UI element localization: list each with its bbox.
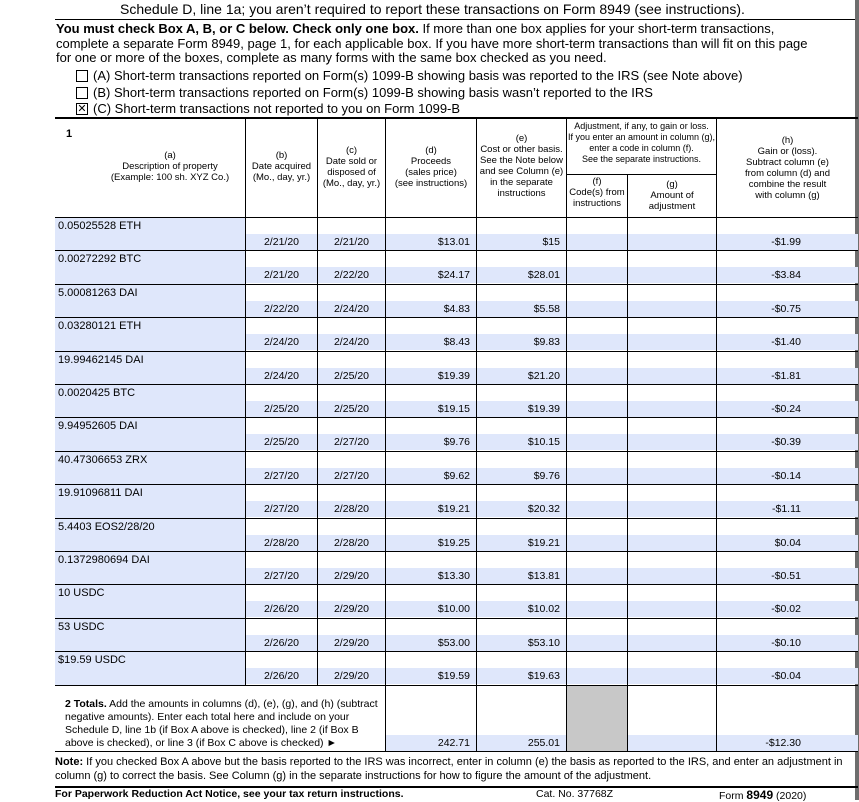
row-description[interactable]: 0.05025528 ETH	[55, 218, 245, 250]
row-cost-basis[interactable]: $13.81	[527, 570, 560, 582]
box-b-row[interactable]	[76, 85, 653, 100]
row-cost-basis[interactable]: $5.58	[533, 302, 560, 315]
top-rule	[55, 19, 855, 20]
totals-cost[interactable]: 255.01	[527, 737, 560, 749]
header-f: (f) Code(s) from instructions	[569, 176, 625, 209]
row-cost-basis[interactable]: $20.32	[527, 503, 560, 516]
row-code-strip	[567, 434, 627, 450]
row-gain-loss[interactable]: -$0.24	[771, 403, 801, 415]
row-date-sold[interactable]: 2/29/20	[333, 603, 370, 616]
row-date-sold[interactable]: 2/22/20	[333, 269, 370, 282]
row-description[interactable]: 0.0020425 BTC	[55, 385, 245, 417]
row-code-strip	[567, 501, 627, 517]
row-description[interactable]: 0.03280121 ETH	[55, 318, 245, 350]
row-gain-loss[interactable]: -$1.40	[771, 336, 801, 349]
row-date-acquired[interactable]: 2/27/20	[263, 570, 300, 582]
row-description[interactable]: 9.94952605 DAI	[55, 418, 245, 450]
row-date-sold[interactable]: 2/27/20	[333, 436, 370, 449]
instructions	[56, 22, 816, 66]
box-a-row[interactable]	[76, 68, 743, 83]
row-date-sold[interactable]: 2/28/20	[333, 536, 370, 549]
row-proceeds[interactable]: $13.30	[437, 570, 470, 582]
instructions-bold: You must check Box A, B, or C below. Check only one box.	[56, 21, 419, 36]
row-code-strip	[567, 668, 627, 684]
note-text	[55, 755, 855, 783]
row-date-sold[interactable]: 2/29/20	[333, 670, 370, 683]
row-proceeds[interactable]: $53.00	[437, 636, 470, 649]
row-cost-basis[interactable]: $53.10	[527, 636, 560, 649]
totals-bottom-rule	[55, 751, 858, 752]
header-h: (h) Gain or (loss). Subtract column (e) from column (d) and combine the result with column (g)	[744, 135, 830, 201]
row-proceeds[interactable]: $13.01	[437, 236, 470, 248]
box-b-label: (B) Short-term transactions reported on Form(s) 1099-B showing basis wasn’t reported to the IRS	[93, 85, 653, 100]
totals-proceeds[interactable]: 242.71	[437, 737, 470, 749]
row-cost-basis[interactable]: $9.76	[533, 469, 560, 482]
box-b-checkbox[interactable]	[76, 87, 88, 99]
row-date-acquired[interactable]: 2/24/20	[263, 336, 300, 349]
row-gain-loss[interactable]: -$0.02	[771, 603, 801, 616]
header-d: (d) Proceeds (sales price) (see instructions)	[394, 145, 468, 189]
row-description[interactable]: 0.00272292 BTC	[55, 251, 245, 283]
row-code-strip	[567, 535, 627, 551]
row-cost-basis[interactable]: $19.21	[527, 536, 560, 549]
box-c-label: (C) Short-term transactions not reported to you on Form 1099-B	[93, 101, 461, 116]
totals-label-rest: Add the amounts in columns (d), (e), (g), and (h) (subtract negative amounts). Enter each total here and include on your Schedule D, line 1b (if Box A above is checked), line 2 (if Box B above is checked), or line 3 (if Box C above is checked) ►	[65, 698, 378, 749]
row-adjustment-strip	[628, 501, 716, 517]
row-cost-basis[interactable]: $21.20	[527, 369, 560, 382]
row-gain-loss[interactable]: -$1.11	[772, 503, 801, 516]
row-gain-loss[interactable]: -$1.81	[771, 369, 801, 382]
row-proceeds[interactable]: $19.59	[437, 670, 470, 683]
row-proceeds[interactable]: $9.62	[443, 469, 470, 482]
box-c-row[interactable]	[76, 101, 460, 116]
row-code-strip	[567, 368, 627, 384]
header-c: (c) Date sold or disposed of (Mo., day, yr.)	[322, 145, 381, 189]
row-cost-basis[interactable]: $28.01	[527, 269, 560, 282]
row-adjustment-strip	[628, 368, 716, 384]
box-a-label: (A) Short-term transactions reported on Form(s) 1099-B showing basis was reported to the IRS (see Note above)	[93, 68, 743, 83]
row-proceeds[interactable]: $10.00	[437, 603, 470, 616]
row-code-strip	[567, 635, 627, 651]
row-adjustment-strip	[628, 668, 716, 684]
row-date-sold[interactable]: 2/25/20	[333, 403, 370, 415]
row-adjustment-strip	[628, 401, 716, 417]
row-date-acquired[interactable]: 2/27/20	[263, 469, 300, 482]
footer-form-prefix: Form	[719, 790, 747, 802]
row-code-strip	[567, 401, 627, 417]
note-bold: Note:	[55, 756, 84, 768]
header-b: (b) Date acquired (Mo., day, yr.)	[251, 150, 312, 183]
row-divider	[55, 685, 858, 686]
row-adjustment-strip	[628, 267, 716, 283]
totals-gain[interactable]: -$12.30	[765, 737, 801, 749]
instructions-rest: If more than one box applies for your short-term transactions, complete a separate Form 8949, page 1, for each applicable box. If you have more short-term transactions than will fit on this page for one or more of the boxes, complete as many forms with the same box checked as you need.	[56, 21, 808, 65]
totals-column-f-shaded	[567, 686, 627, 751]
row-proceeds[interactable]: $4.83	[443, 302, 470, 315]
header-g: (g) Amount of adjustment	[648, 179, 696, 212]
row-proceeds[interactable]: $8.43	[443, 336, 470, 349]
row-gain-loss[interactable]: -$0.75	[771, 302, 801, 315]
row-description[interactable]: 19.91096811 DAI	[55, 485, 245, 517]
adj-split-rule	[566, 174, 716, 175]
row-adjustment-strip	[628, 568, 716, 584]
row-date-sold[interactable]: 2/27/20	[333, 469, 370, 482]
header-adjustment: Adjustment, if any, to gain or loss. If you enter an amount in column (g), enter a code in column (f). See the separate instructions.	[567, 121, 716, 164]
row-proceeds[interactable]: $19.39	[437, 369, 470, 382]
row-date-acquired[interactable]: 2/25/20	[263, 403, 300, 415]
row-proceeds[interactable]: $9.76	[443, 436, 470, 449]
row-cost-basis[interactable]: $9.83	[533, 336, 560, 349]
row-date-sold[interactable]: 2/29/20	[333, 570, 370, 582]
row-cost-basis[interactable]: $15	[542, 236, 560, 248]
row-code-strip	[567, 334, 627, 350]
row-date-acquired[interactable]: 2/28/20	[263, 536, 300, 549]
header-e: (e) Cost or other basis. See the Note below and see Column (e) in the separate instructions	[479, 133, 564, 199]
row-date-sold[interactable]: 2/28/20	[333, 503, 370, 516]
row-cost-basis[interactable]: $10.15	[527, 436, 560, 449]
row-code-strip	[567, 267, 627, 283]
table-top-rule	[55, 117, 858, 119]
row-gain-loss[interactable]: -$0.39	[771, 436, 801, 449]
totals-adjustment-strip	[628, 735, 716, 751]
row-proceeds[interactable]: $24.17	[437, 269, 470, 282]
row-code-strip	[567, 568, 627, 584]
box-a-checkbox[interactable]	[76, 70, 88, 82]
row-gain-loss[interactable]: -$0.04	[771, 670, 801, 683]
row-proceeds[interactable]: $19.21	[437, 503, 470, 516]
row-gain-loss[interactable]: -$0.14	[771, 469, 801, 482]
row-date-sold[interactable]: 2/24/20	[333, 336, 370, 349]
row-adjustment-strip	[628, 635, 716, 651]
row-code-strip	[567, 301, 627, 317]
row-description[interactable]: 5.00081263 DAI	[55, 285, 245, 317]
footer-form-year: (2020)	[773, 790, 807, 802]
row-description[interactable]: 5.4403 EOS2/28/20	[55, 519, 245, 551]
row-date-sold[interactable]: 2/25/20	[333, 369, 370, 382]
footer-cat-no: Cat. No. 37768Z	[536, 788, 614, 800]
row-adjustment-strip	[628, 535, 716, 551]
row-date-sold[interactable]: 2/21/20	[333, 236, 370, 248]
row-adjustment-strip	[628, 334, 716, 350]
row-date-acquired[interactable]: 2/22/20	[263, 302, 300, 315]
totals-label	[65, 698, 380, 750]
row-gain-loss[interactable]: -$1.99	[771, 236, 801, 248]
row-description[interactable]: 0.1372980694 DAI	[55, 552, 245, 584]
row-gain-loss[interactable]: -$0.10	[771, 636, 801, 649]
row-date-sold[interactable]: 2/24/20	[333, 302, 370, 315]
row-cost-basis[interactable]: $19.39	[527, 403, 560, 415]
row-description[interactable]: $19.59 USDC	[55, 652, 245, 684]
row-description[interactable]: 40.47306653 ZRX	[55, 452, 245, 484]
line-1-label: 1	[66, 128, 73, 140]
row-gain-loss[interactable]: $0.04	[774, 536, 801, 549]
row-adjustment-strip	[628, 434, 716, 450]
row-date-sold[interactable]: 2/29/20	[333, 636, 370, 649]
row-code-strip	[567, 468, 627, 484]
row-date-acquired[interactable]: 2/24/20	[263, 369, 300, 382]
row-date-acquired[interactable]: 2/21/20	[263, 236, 300, 248]
top-line: Schedule D, line 1a; you aren’t required to report these transactions on Form 8949 (see instructions).	[120, 1, 745, 17]
row-code-strip	[567, 601, 627, 617]
row-adjustment-strip	[628, 601, 716, 617]
row-date-acquired[interactable]: 2/25/20	[263, 436, 300, 449]
row-proceeds[interactable]: $19.15	[437, 403, 470, 415]
row-code-strip	[567, 234, 627, 250]
row-date-acquired[interactable]: 2/26/20	[263, 670, 300, 683]
totals-label-bold: 2 Totals.	[65, 698, 107, 710]
row-proceeds[interactable]: $19.25	[437, 536, 470, 549]
row-description[interactable]: 53 USDC	[55, 619, 245, 651]
row-date-acquired[interactable]: 2/21/20	[263, 269, 300, 282]
row-gain-loss[interactable]: -$0.51	[771, 570, 801, 582]
note-rest: If you checked Box A above but the basis reported to the IRS was incorrect, enter in column (e) the basis as reported to the IRS, and enter an adjustment in column (g) to correct the basis. See Column (g) in the separate instructions for how to figure the amount of the adjustment.	[55, 756, 843, 782]
row-description[interactable]: 19.99462145 DAI	[55, 352, 245, 384]
row-gain-loss[interactable]: -$3.84	[771, 269, 801, 282]
row-date-acquired[interactable]: 2/26/20	[263, 603, 300, 616]
footer-paperwork-notice: For Paperwork Reduction Act Notice, see your tax return instructions.	[55, 788, 404, 800]
footer-form-number: 8949	[746, 788, 774, 802]
col-line-g	[627, 174, 628, 751]
row-adjustment-strip	[628, 301, 716, 317]
header-a: (a) Description of property (Example: 100 sh. XYZ Co.)	[110, 150, 230, 183]
row-description[interactable]: 10 USDC	[55, 585, 245, 617]
row-cost-basis[interactable]: $19.63	[527, 670, 560, 683]
row-adjustment-strip	[628, 234, 716, 250]
row-cost-basis[interactable]: $10.02	[527, 603, 560, 616]
row-adjustment-strip	[628, 468, 716, 484]
row-date-acquired[interactable]: 2/26/20	[263, 636, 300, 649]
row-date-acquired[interactable]: 2/27/20	[263, 503, 300, 516]
box-c-checkbox[interactable]: ✕	[77, 102, 87, 115]
